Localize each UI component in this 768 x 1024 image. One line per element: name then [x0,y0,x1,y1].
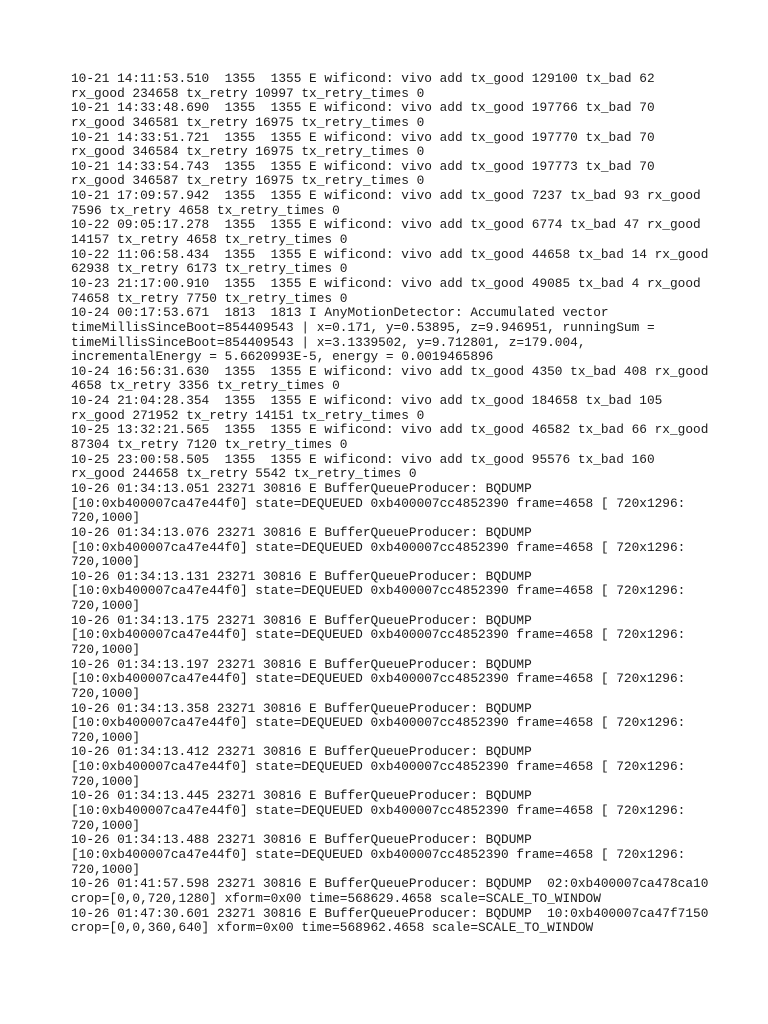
log-line: 10-26 01:34:13.445 23271 30816 E BufferQueueProducer: BQDUMP [71,788,532,804]
log-line: 10-26 01:34:13.076 23271 30816 E BufferQueueProducer: BQDUMP [71,524,532,540]
log-line: 10-21 14:33:51.721 1355 1355 E wificond: vivo add tx_good 197770 tx_bad 70 [71,129,655,145]
log-line: 10-25 13:32:21.565 1355 1355 E wificond: vivo add tx_good 46582 tx_bad 66 rx_good [71,422,709,438]
log-line: [10:0xb400007ca47e44f0] state=DEQUEUED 0xb400007cc4852390 frame=4658 [ 720x1296: [71,495,686,511]
log-line: rx_good 346584 tx_retry 16975 tx_retry_times 0 [71,144,425,160]
log-line: 10-21 14:33:54.743 1355 1355 E wificond: vivo add tx_good 197773 tx_bad 70 [71,158,655,174]
log-line: rx_good 346581 tx_retry 16975 tx_retry_times 0 [71,114,425,130]
log-line: timeMillisSinceBoot=854409543 | x=3.1339502, y=9.712801, z=179.004, [71,334,586,350]
log-line: 720,1000] [71,817,141,833]
log-line: 10-26 01:34:13.358 23271 30816 E BufferQueueProducer: BQDUMP [71,700,532,716]
log-line: 720,1000] [71,598,141,614]
log-line: 10-26 01:34:13.488 23271 30816 E BufferQueueProducer: BQDUMP [71,832,532,848]
log-line: 74658 tx_retry 7750 tx_retry_times 0 [71,290,348,306]
log-line: [10:0xb400007ca47e44f0] state=DEQUEUED 0xb400007cc4852390 frame=4658 [ 720x1296: [71,715,686,731]
log-line: rx_good 234658 tx_retry 10997 tx_retry_times 0 [71,85,425,101]
log-line: 720,1000] [71,729,141,745]
log-line: [10:0xb400007ca47e44f0] state=DEQUEUED 0xb400007cc4852390 frame=4658 [ 720x1296: [71,671,686,687]
log-line: 720,1000] [71,685,141,701]
log-line: 10-22 09:05:17.278 1355 1355 E wificond: vivo add tx_good 6774 tx_bad 47 rx_good [71,217,701,233]
log-line: [10:0xb400007ca47e44f0] state=DEQUEUED 0xb400007cc4852390 frame=4658 [ 720x1296: [71,759,686,775]
log-line: 87304 tx_retry 7120 tx_retry_times 0 [71,437,348,453]
log-line: timeMillisSinceBoot=854409543 | x=0.171, y=0.53895, z=9.946951, runningSum = [71,319,655,335]
log-line: rx_good 346587 tx_retry 16975 tx_retry_times 0 [71,173,425,189]
log-line: [10:0xb400007ca47e44f0] state=DEQUEUED 0xb400007cc4852390 frame=4658 [ 720x1296: [71,583,686,599]
log-line: rx_good 271952 tx_retry 14151 tx_retry_times 0 [71,407,425,423]
log-line: 10-24 16:56:31.630 1355 1355 E wificond: vivo add tx_good 4350 tx_bad 408 rx_good [71,363,709,379]
log-line: 10-24 21:04:28.354 1355 1355 E wificond: vivo add tx_good 184658 tx_bad 105 [71,393,663,409]
log-text-block [71,72,731,936]
log-line: 14157 tx_retry 4658 tx_retry_times 0 [71,232,348,248]
log-line: 10-25 23:00:58.505 1355 1355 E wificond: vivo add tx_good 95576 tx_bad 160 [71,451,655,467]
log-line: crop=[0,0,360,640] xform=0x00 time=568962.4658 scale=SCALE_TO_WINDOW [71,920,594,936]
log-line: 10-26 01:41:57.598 23271 30816 E BufferQueueProducer: BQDUMP 02:0xb400007ca478ca10 [71,876,709,892]
log-line: 720,1000] [71,641,141,657]
log-line: rx_good 244658 tx_retry 5542 tx_retry_times 0 [71,466,417,482]
log-line: 10-26 01:34:13.175 23271 30816 E BufferQueueProducer: BQDUMP [71,612,532,628]
log-line: 10-26 01:34:13.051 23271 30816 E BufferQueueProducer: BQDUMP [71,480,532,496]
log-line: incrementalEnergy = 5.6620993E-5, energy = 0.0019465896 [71,349,494,365]
log-line: 62938 tx_retry 6173 tx_retry_times 0 [71,261,348,277]
log-line: [10:0xb400007ca47e44f0] state=DEQUEUED 0xb400007cc4852390 frame=4658 [ 720x1296: [71,846,686,862]
log-line: 720,1000] [71,861,141,877]
log-line: 7596 tx_retry 4658 tx_retry_times 0 [71,202,340,218]
log-line: 10-24 00:17:53.671 1813 1813 I AnyMotionDetector: Accumulated vector [71,305,609,321]
log-line: 10-22 11:06:58.434 1355 1355 E wificond: vivo add tx_good 44658 tx_bad 14 rx_good [71,246,709,262]
log-line: 720,1000] [71,773,141,789]
log-line: 10-26 01:34:13.412 23271 30816 E BufferQueueProducer: BQDUMP [71,744,532,760]
log-line: 10-21 14:11:53.510 1355 1355 E wificond: vivo add tx_good 129100 tx_bad 62 [71,71,655,86]
log-line: 720,1000] [71,554,141,570]
log-line: 10-21 14:33:48.690 1355 1355 E wificond: vivo add tx_good 197766 tx_bad 70 [71,100,655,116]
log-line: 10-23 21:17:00.910 1355 1355 E wificond: vivo add tx_good 49085 tx_bad 4 rx_good [71,275,701,291]
log-line: 4658 tx_retry 3356 tx_retry_times 0 [71,378,340,394]
log-line: 10-21 17:09:57.942 1355 1355 E wificond: vivo add tx_good 7237 tx_bad 93 rx_good [71,188,701,204]
log-line: 720,1000] [71,510,141,526]
log-line: crop=[0,0,720,1280] xform=0x00 time=568629.4658 scale=SCALE_TO_WINDOW [71,890,601,906]
log-line: [10:0xb400007ca47e44f0] state=DEQUEUED 0xb400007cc4852390 frame=4658 [ 720x1296: [71,803,686,819]
log-line: [10:0xb400007ca47e44f0] state=DEQUEUED 0xb400007cc4852390 frame=4658 [ 720x1296: [71,539,686,555]
log-line: [10:0xb400007ca47e44f0] state=DEQUEUED 0xb400007cc4852390 frame=4658 [ 720x1296: [71,627,686,643]
log-line: 10-26 01:34:13.131 23271 30816 E BufferQueueProducer: BQDUMP [71,568,532,584]
log-line: 10-26 01:34:13.197 23271 30816 E BufferQueueProducer: BQDUMP [71,656,532,672]
log-line: 10-26 01:47:30.601 23271 30816 E BufferQueueProducer: BQDUMP 10:0xb400007ca47f7150 [71,905,709,921]
